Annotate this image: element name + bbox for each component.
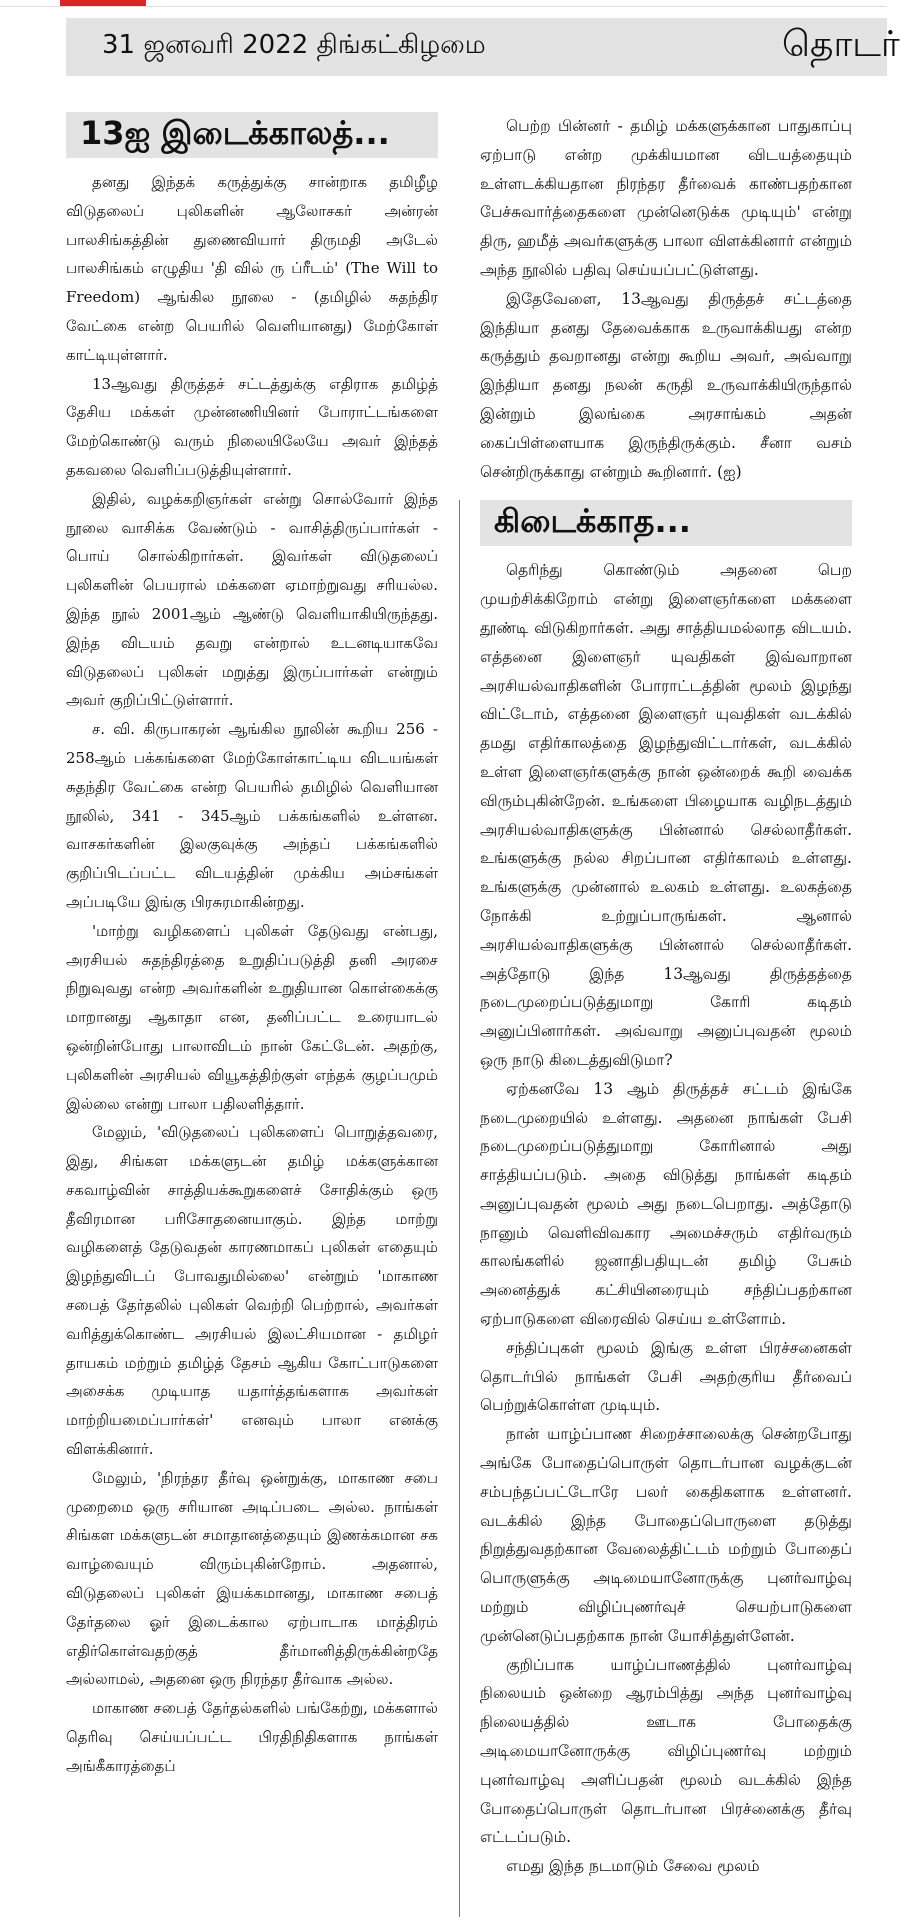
- article-heading-kidaikkatha: கிடைக்காத...: [480, 500, 852, 546]
- article-paragraph: எமது இந்த நடமாடும் சேவை மூலம்: [506, 1857, 760, 1876]
- article-paragraph: 13ஆவது திருத்தச் சட்டத்துக்கு எதிராக தமிழ்த் தேசிய மக்கள் முன்னணியினர் போராட்டங்களை மேற்கொண்டு வரும் நிலையிலேயே அவர் இந்தத் தகவலை வெளிப்படுத்தியுள்ளார்.: [66, 374, 438, 479]
- article-paragraph: மேலும், 'விடுதலைப் புலிகளைப் பொறுத்தவரை, இது, சிங்கள மக்களுடன் தமிழ் மக்களுக்கான சகவாழ்வின் சாத்தியக்கூறுகளைச் சோதிக்கும் ஒரு தீவிரமான பரிசோதனையாகும். இந்த மாற்று வழிகளைத் தேடுவதன் காரணமாகப் புலிகள் எதையும் இழந்துவிடப் போவதுமில்லை' என்றும் 'மாகாண சபைத் தேர்தலில் புலிகள் வெற்றி பெற்றால், அவர்கள் வரித்துக்கொண்ட அரசியல் இலட்சியமான - தமிழர் தாயகம் மற்றும் தமிழ்த் தேசம் ஆகிய கோட்பாடுகளை அசைக்க முடியாத யதார்த்தங்களாக அவர்கள் மாற்றியமைப்பார்கள்' எனவும் பாலா எனக்கு விளக்கினார்.: [66, 1123, 438, 1459]
- article-paragraph: நான் யாழ்ப்பாண சிறைச்சாலைக்கு சென்றபோது அங்கே போதைப்பொருள் தொடர்பான வழக்குடன் சம்பந்தப்பட்டோரே பலர் கைதிகளாக உள்ளனர். வடக்கில் இந்த போதைப்பொருளை தடுத்து நிறுத்துவதற்கான வேலைத்திட்டம் மற்றும் போதைப் பொருளுக்கு அடிமையானோருக்கு புனர்வாழ்வு மற்றும் விழிப்புணர்வுச் செயற்பாடுகளை முன்னெடுப்பதற்காக நான் யோசித்துள்ளேன்.: [480, 1425, 852, 1645]
- article-paragraph: மேலும், 'நிரந்தர தீர்வு ஒன்றுக்கு, மாகாண சபை முறைமை ஒரு சரியான அடிப்படை அல்ல. நாங்கள் சிங்கள மக்களுடன் சமாதானத்தையும் இணக்கமான சக வாழ்வையும் விரும்புகின்றோம். அதனால், விடுதலைப் புலிகள் இயக்கமானது, மாகாண சபைத் தேர்தலை ஓர் இடைக்கால ஏற்பாடாக மாத்திரம் எதிர்கொள்வதற்குத் தீர்மானித்திருக்கின்றதே அல்லாமல், அதனை ஒரு நிரந்தர தீர்வாக அல்ல.: [66, 1468, 438, 1689]
- left-column: [66, 112, 438, 1781]
- article-paragraph: ச. வி. கிருபாகரன் ஆங்கில நூலின் கூறிய 256 - 258ஆம் பக்கங்களை மேற்கோள்காட்டிய விடயங்கள் சுதந்திர வேட்கை என்ற பெயரில் தமிழில் வெளியான நூலில், 341 - 345ஆம் பக்கங்களில் உள்ளன. வாசகர்களின் இலகுவுக்கு அந்தப் பக்கங்களில் குறிப்பிடப்பட்ட விடயத்தின் முக்கிய அம்சங்கள் அப்படியே இங்கு பிரசுரமாகின்றது.: [66, 720, 438, 911]
- column-divider: [459, 500, 460, 1917]
- continued-label: தொடர்: [782, 24, 900, 65]
- top-rule: [0, 6, 887, 7]
- article-paragraph: தனது இந்தக் கருத்துக்கு சான்றாக தமிழீழ விடுதலைப் புலிகளின் ஆலோசகர் அன்ரன் பாலசிங்கத்தின் துணைவியார் திருமதி அடேல் பாலசிங்கம் எழுதிய 'தி வில் ரு ப்ரீடம்' (The Will to Freedom) ஆங்கில நூலை - (தமிழில் சுதந்திர வேட்கை என்ற பெயரில் வெளியானது) மேற்கோள் காட்டியுள்ளார்.: [66, 173, 438, 364]
- article-paragraph: சந்திப்புகள் மூலம் இங்கு உள்ள பிரச்சனைகள் தொடர்பில் நாங்கள் பேசி அதற்குரிய தீர்வைப் பெற்றுக்கொள்ள முடியும்.: [480, 1338, 852, 1415]
- right-column: [480, 112, 852, 1881]
- publication-date: 31 ஜனவரி 2022 திங்கட்கிழமை: [102, 30, 486, 60]
- page-header: [66, 18, 900, 76]
- article-heading-13a: 13ஐ இடைக்காலத்...: [66, 112, 438, 158]
- article-paragraph: ஏற்கனவே 13 ஆம் திருத்தச் சட்டம் இங்கே நடைமுறையில் உள்ளது. அதனை நாங்கள் பேசி நடைமுறைப்படுத்துமாறு கோரினால் அது சாத்தியப்படும். அதை விடுத்து நாங்கள் கடிதம் அனுப்புவதன் மூலம் அது நடைபெறாது. அத்தோடு நானும் வெளிவிவகார அமைச்சரும் எதிர்வரும் காலங்களில் ஜனாதிபதியுடன் தமிழ் பேசும் அனைத்துக் கட்சியினரையும் சந்திப்பதற்கான ஏற்பாடுகளை விரைவில் செய்ய உள்ளோம்.: [480, 1079, 852, 1329]
- article-paragraph: பெற்ற பின்னர் - தமிழ் மக்களுக்கான பாதுகாப்பு ஏற்பாடு என்ற முக்கியமான விடயத்தையும் உள்ளடக்கியதான நிரந்தர தீர்வைக் காண்பதற்கான பேச்சுவார்த்தைகளை முன்னெடுக்க முடியும்' என்று திரு, ஹமீத் அவர்களுக்கு பாலா விளக்கினார் என்றும் அந்த நூலில் பதிவு செய்யப்பட்டுள்ளது.: [480, 117, 852, 279]
- article-paragraph: இதேவேளை, 13ஆவது திருத்தச் சட்டத்தை இந்தியா தனது தேவைக்காக உருவாக்கியது என்ற கருத்தும் தவறானது என்று கூறிய அவர், அவ்வாறு இந்தியா தனது நலன் கருதி உருவாக்கியிருந்தால் இன்றும் இலங்கை அரசாங்கம் அதன் கைப்பிள்ளையாக இருந்திருக்கும். சீனா வசம் சென்றிருக்காது என்றும் கூறினார். (ஐ): [480, 289, 852, 481]
- article-paragraph: குறிப்பாக யாழ்ப்பாணத்தில் புனர்வாழ்வு நிலையம் ஒன்றை ஆரம்பித்து அந்த புனர்வாழ்வு நிலையத்தில் ஊடாக போதைக்கு அடிமையானோருக்கு விழிப்புணர்வு மற்றும் புனர்வாழ்வு அளிப்பதன் மூலம் வடக்கில் இந்த போதைப்பொருள் தொடர்பான பிரச்னைக்கு தீர்வு எட்டப்படும்.: [480, 1655, 852, 1847]
- article-paragraph: 'மாற்று வழிகளைப் புலிகள் தேடுவது என்பது, அரசியல் சுதந்திரத்தை உறுதிப்படுத்தி தனி அரசை நிறுவுவது என்ற அவர்களின் உறுதியான கொள்கைக்கு மாறானது ஆகாதா என, தனிப்பட்ட உரையாடல் ஒன்றின்போது பாலாவிடம் நான் கேட்டேன். அதற்கு, புலிகளின் அரசியல் வியூகத்திற்குள் எந்தக் குழப்பமும் இல்லை என்று பாலா பதிலளித்தார்.: [66, 921, 438, 1113]
- article-paragraph: மாகாண சபைத் தேர்தல்களில் பங்கேற்று, மக்களால் தெரிவு செய்யப்பட்ட பிரதிநிதிகளாக நாங்கள் அங்கீகாரத்தைப்: [66, 1699, 438, 1775]
- article-paragraph: தெரிந்து கொண்டும் அதனை பெற முயற்சிக்கிறோம் என்று இளைஞர்களை மக்களை தூண்டி விடுகிறார்கள். அது சாத்தியமல்லாத விடயம். எத்தனை இளைஞர் யுவதிகள் இவ்வாறான அரசியல்வாதிகளின் போராட்டத்தின் மூலம் இழந்து விட்டோம், எத்தனை இளைஞர் யுவதிகள் வடக்கில் தமது எதிர்காலத்தை இழந்துவிட்டார்கள், வடக்கில் உள்ள இளைஞர்களுக்கு நான் ஒன்றைக் கூறி வைக்க விரும்புகின்றேன். உங்களை பிழையாக வழிநடத்தும் அரசியல்வாதிகளுக்கு பின்னால் செல்லாதீர்கள். உங்களுக்கு நல்ல சிறப்பான எதிர்காலம் உள்ளது. உங்களுக்கு முன்னால் உலகம் உள்ளது. உலகத்தை நோக்கி உற்றுப்பாருங்கள். ஆனால் அரசியல்வாதிகளுக்கு பின்னால் செல்லாதீர்கள். அத்தோடு இந்த 13ஆவது திருத்தத்தை நடைமுறைப்படுத்துமாறு கோரி கடிதம் அனுப்பினார்கள். அவ்வாறு அனுப்புவதன் மூலம் ஒரு நாடு கிடைத்துவிடுமா?: [480, 561, 852, 1069]
- article-paragraph: இதில், வழக்கறிஞர்கள் என்று சொல்வோர் இந்த நூலை வாசிக்க வேண்டும் - வாசித்திருப்பார்கள் - பொய் சொல்கிறார்கள். இவர்கள் விடுதலைப் புலிகளின் பெயரால் மக்களை ஏமாற்றுவது சரியல்ல. இந்த நூல் 2001ஆம் ஆண்டு வெளியாகியிருந்தது. இந்த விடயம் தவறு என்றால் உடனடியாகவே விடுதலைப் புலிகள் மறுத்து இருப்பார்கள் என்றும் அவர் குறிப்பிட்டுள்ளார்.: [66, 489, 438, 710]
